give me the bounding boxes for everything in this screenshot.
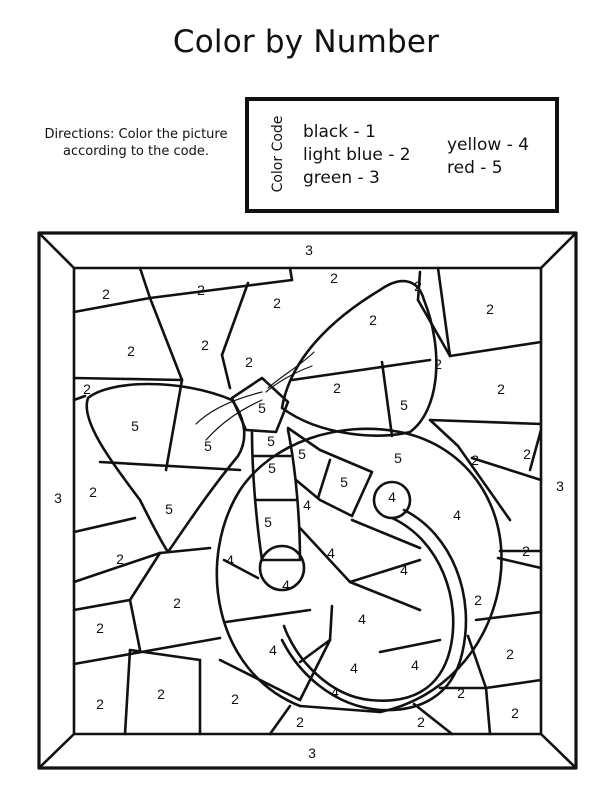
- number-label: 2: [333, 380, 341, 396]
- number-label: 2: [231, 691, 239, 707]
- number-label: 5: [204, 438, 212, 454]
- number-label: 2: [96, 620, 104, 636]
- number-label: 2: [457, 685, 465, 701]
- number-label: 5: [268, 460, 276, 476]
- number-label: 4: [388, 489, 396, 505]
- number-label: 3: [305, 242, 313, 258]
- number-label: 2: [296, 714, 304, 730]
- number-label: 2: [497, 381, 505, 397]
- number-label: 2: [83, 381, 91, 397]
- number-label: 2: [511, 705, 519, 721]
- number-label: 2: [96, 696, 104, 712]
- number-label: 4: [350, 660, 358, 676]
- number-label: 2: [245, 354, 253, 370]
- number-label: 5: [165, 501, 173, 517]
- number-label: 2: [414, 278, 422, 294]
- bow-right-loop-line: [382, 362, 392, 436]
- number-label: 3: [556, 478, 564, 494]
- number-label: 2: [116, 551, 124, 567]
- number-label: 4: [358, 611, 366, 627]
- number-label: 4: [453, 507, 461, 523]
- color-code-entry-yellow: yellow - 4: [447, 135, 530, 155]
- number-label: 2: [474, 592, 482, 608]
- number-label: 2: [102, 286, 110, 302]
- number-label: 4: [400, 562, 408, 578]
- number-label: 5: [394, 450, 402, 466]
- number-label: 2: [157, 686, 165, 702]
- bow-right-loop: [282, 281, 436, 436]
- number-label: 2: [127, 343, 135, 359]
- bow-right-loop-line: [292, 360, 430, 380]
- number-label: 5: [264, 514, 272, 530]
- number-label: 2: [417, 714, 425, 730]
- color-code-entry-green: green - 3: [303, 168, 380, 188]
- color-code-entry-light-blue: light blue - 2: [303, 145, 411, 165]
- bow-wisp-lines: [196, 352, 314, 440]
- number-label: 3: [308, 745, 316, 761]
- number-label: 2: [201, 337, 209, 353]
- number-label: 2: [369, 312, 377, 328]
- number-label: 3: [54, 490, 62, 506]
- color-code-label: Color Code: [270, 115, 286, 193]
- frame-corner-line: [39, 233, 74, 268]
- number-label: 4: [411, 657, 419, 673]
- color-code-entry-red: red - 5: [447, 158, 503, 178]
- frame-corner-line: [39, 734, 74, 768]
- number-label: 2: [434, 356, 442, 372]
- number-label: 4: [303, 497, 311, 513]
- frame-corner-line: [541, 233, 576, 268]
- number-label: 2: [330, 270, 338, 286]
- number-label: 2: [471, 452, 479, 468]
- number-label: 2: [522, 543, 530, 559]
- bow-ribbon-left: [252, 430, 300, 560]
- number-label: 5: [267, 433, 275, 449]
- number-label: 2: [197, 282, 205, 298]
- number-label: 5: [340, 474, 348, 490]
- bow-left-loop-line: [100, 462, 240, 470]
- number-label: 5: [400, 397, 408, 413]
- number-label: 5: [258, 400, 266, 416]
- bow-left-loop-line: [166, 380, 182, 470]
- number-label: 4: [269, 642, 277, 658]
- number-label: 2: [506, 646, 514, 662]
- number-label: 4: [331, 684, 339, 700]
- bow-ribbon-line: [318, 460, 330, 498]
- number-label: 5: [298, 446, 306, 462]
- number-label: 2: [89, 484, 97, 500]
- frame-corner-line: [541, 734, 576, 768]
- number-label: 5: [131, 418, 139, 434]
- number-label: 2: [173, 595, 181, 611]
- color-code-entry-black: black - 1: [303, 122, 376, 142]
- directions-text: Directions: Color the picture according to the code.: [44, 127, 228, 159]
- number-label: 2: [486, 301, 494, 317]
- number-label: 4: [226, 552, 234, 568]
- number-label: 2: [523, 446, 531, 462]
- number-label: 2: [273, 295, 281, 311]
- page-title: Color by Number: [172, 24, 440, 60]
- number-label: 4: [327, 545, 335, 561]
- number-label: 4: [282, 577, 290, 593]
